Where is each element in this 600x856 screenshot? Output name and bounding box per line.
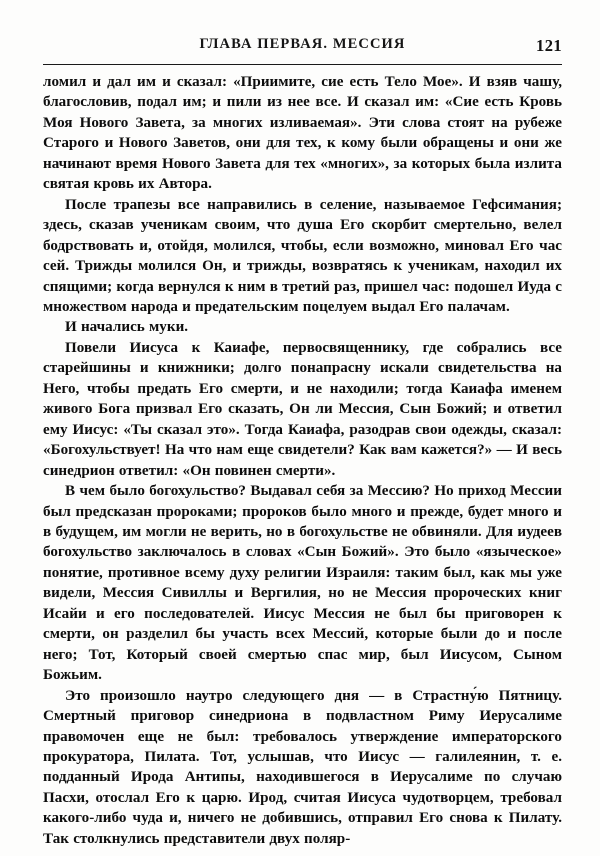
paragraph: Это произошло наутро следующего дня — в Страстну́ю Пятницу. Смертный приговор синедриона в подвластном Риму Иерусалиме правомочен еще не был: требовалось утверждение императорского прокуратора, Пилата. Тот, услышав, что Иисус — галилеянин, т. е. подданный Ирода Антипы, находившегося в Иерусалиме по случаю Пасхи, отослал Его к царю. Ирод, считая Иисуса чудотворцем, требовал какого-либо чуда и, ничего не добившись, отправил Его снова к Пилату. Так столкнулись представители двух поляр-	[43, 687, 562, 847]
chapter-title: ГЛАВА ПЕРВАЯ. МЕССИЯ	[199, 36, 406, 52]
paragraph: В чем было богохульство? Выдавал себя за Мессию? Но приход Мессии был предсказан пророками; пророков было много и прежде, будет много и в будущем, им могли не верить, но в богохульстве не обвиняли. Для иудеев богохульство заключалось в словах «Сын Божий». Это было «языческое» понятие, противное всему духу религии Израиля: таким был, как мы уже видели, Мессия Сивиллы и Вергилия, но не Мессия пророческих книг Исайи и его последователей. Иисус Мессия не был бы приговорен к смерти, он разделил бы участь всех Мессий, которые были до и после него; Тот, Который своей смертью спас мир, был Иисусом, Сыном Божьим.	[43, 483, 562, 684]
header-rule	[43, 64, 562, 65]
body-text-column	[43, 72, 562, 849]
page-number: 121	[536, 36, 562, 55]
paragraph: И начались муки.	[65, 319, 189, 336]
paragraph: Повели Иисуса к Каиафе, первосвященнику, где собрались все старейшины и книжники; долго понапрасну искали свидетельства на Него, чтобы предать Его смерти, и не находили; тогда Каиафа именем живого Бога призвал Его сказать, Он ли Мессия, Сын Божий; и ответил ему Иисус: «Ты сказал это». Тогда Каиафа, разодрав свои одежды, сказал: «Богохульствует! На что нам еще свидетели? Как вам кажется?» — И весь синедрион ответил: «Он повинен смерти».	[43, 339, 562, 479]
paragraph: После трапезы все направились в селение, называемое Гефсимания; здесь, сказав ученикам своим, что душа Его скорбит смертельно, велел бодрствовать и, отойдя, молился, чтобы, если возможно, миновал Его час сей. Трижды молился Он, и трижды, возвратясь к ученикам, находил их спящими; когда вернулся к ним в третий раз, пришел час: подошел Иуда с множеством народа и предательским поцелуем выдал Его палачам.	[43, 196, 562, 315]
running-head	[43, 36, 562, 58]
paragraph: ломил и дал им и сказал: «Приимите, сие есть Тело Мое». И взяв чашу, благословив, подал им; и пили из нее все. И сказал им: «Сие есть Кровь Моя Нового Завета, за многих изливаемая». Эти слова стоят на рубеже Старого и Нового Заветов, они для тех, к кому были обращены и они же начинают время Нового Завета для тех «многих», за которых была излита святая кровь их Автора.	[43, 74, 562, 193]
